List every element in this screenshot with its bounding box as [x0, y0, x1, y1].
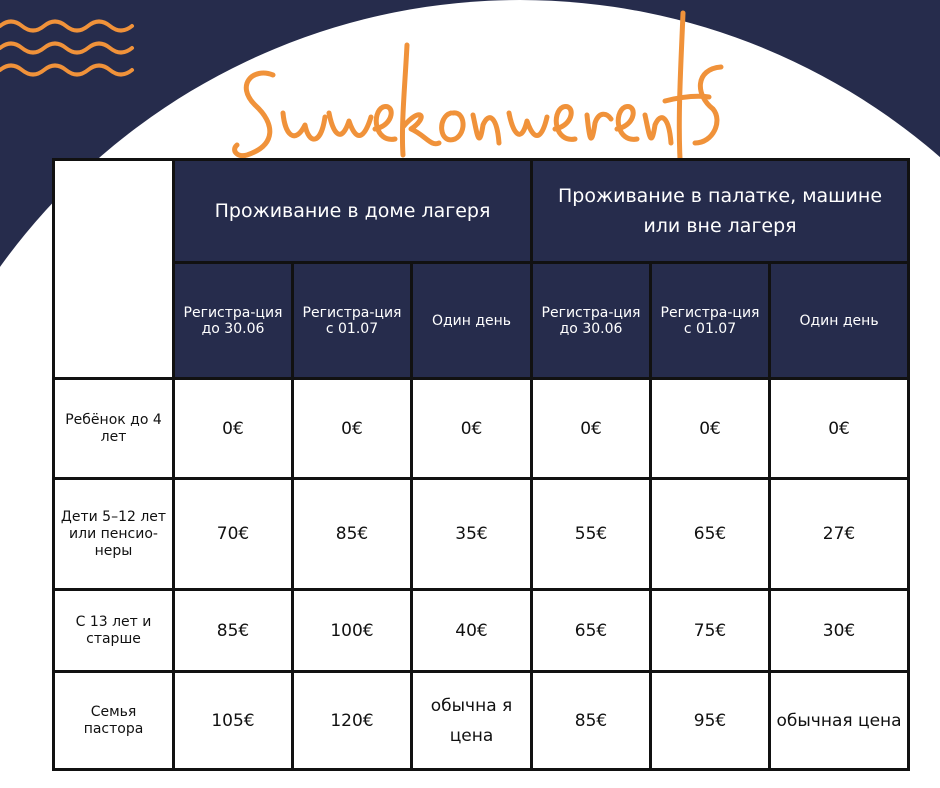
group-header-house: Проживание в доме лагеря	[174, 160, 532, 263]
price-cell: 0€	[412, 379, 532, 479]
price-cell: 40€	[412, 590, 532, 672]
group-header-tent: Проживание в палатке, машине или вне лагеря	[532, 160, 909, 263]
row-label: С 13 лет и старше	[54, 590, 174, 672]
price-cell: обычна я цена	[412, 672, 532, 770]
price-cell: обычная цена	[770, 672, 909, 770]
price-cell: 30€	[770, 590, 909, 672]
price-cell: 0€	[532, 379, 651, 479]
table-row	[54, 590, 909, 672]
price-cell: 35€	[412, 479, 532, 590]
row-label: Семья пастора	[54, 672, 174, 770]
price-cell: 65€	[651, 479, 770, 590]
price-cell: 65€	[532, 590, 651, 672]
price-cell: 120€	[293, 672, 412, 770]
subheader-cell: Один день	[770, 263, 909, 379]
empty-corner-cell	[54, 160, 174, 379]
price-cell: 0€	[770, 379, 909, 479]
price-table	[52, 158, 910, 771]
price-cell: 85€	[532, 672, 651, 770]
price-cell: 0€	[174, 379, 293, 479]
price-cell: 95€	[651, 672, 770, 770]
price-cell: 75€	[651, 590, 770, 672]
price-cell: 100€	[293, 590, 412, 672]
price-cell: 0€	[651, 379, 770, 479]
group-header-row	[54, 160, 909, 263]
subheader-cell: Регистра-ция до 30.06	[174, 263, 293, 379]
table-row	[54, 672, 909, 770]
subheader-cell: Регистра-ция до 30.06	[532, 263, 651, 379]
price-cell: 55€	[532, 479, 651, 590]
table-row	[54, 379, 909, 479]
price-cell: 27€	[770, 479, 909, 590]
subheader-cell: Регистра-ция с 01.07	[293, 263, 412, 379]
subheader-row	[54, 263, 909, 379]
price-cell: 85€	[174, 590, 293, 672]
subheader-cell: Регистра-ция с 01.07	[651, 263, 770, 379]
price-cell: 70€	[174, 479, 293, 590]
price-cell: 0€	[293, 379, 412, 479]
table-row	[54, 479, 909, 590]
row-label: Ребёнок до 4 лет	[54, 379, 174, 479]
subheader-cell: Один день	[412, 263, 532, 379]
price-cell: 85€	[293, 479, 412, 590]
row-label: Дети 5–12 лет или пенсио-неры	[54, 479, 174, 590]
swekonverents-logo-icon	[225, 5, 725, 180]
price-cell: 105€	[174, 672, 293, 770]
wave-decoration-icon	[0, 18, 145, 78]
